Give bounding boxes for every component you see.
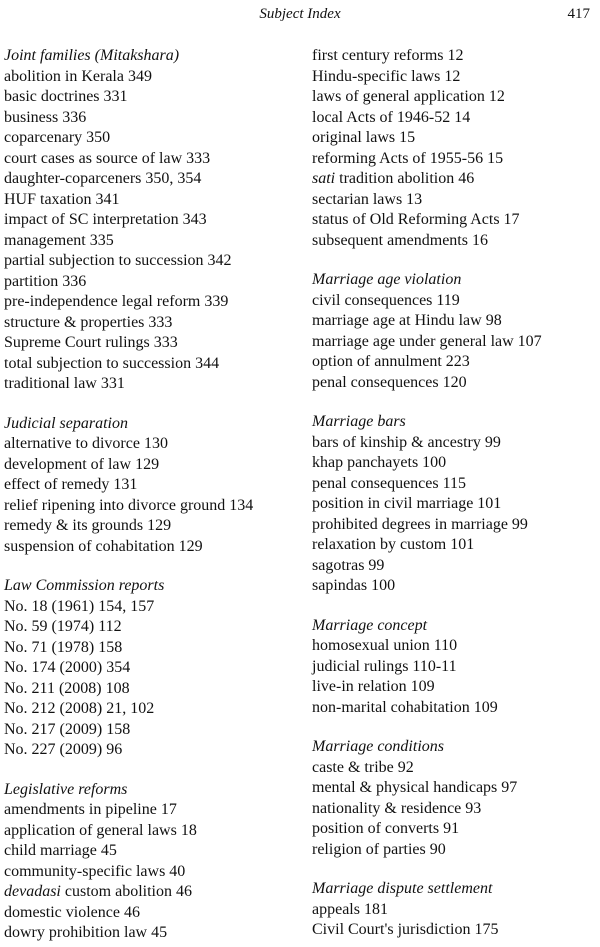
index-entry: non-marital cohabitation 109 <box>312 698 498 716</box>
index-heading: Marriage age violation <box>312 271 462 288</box>
index-entry: pre-independence legal reform 339 <box>4 293 229 310</box>
index-entry: No. 212 (2008) 21, 102 <box>4 700 155 717</box>
index-entry: management 335 <box>4 231 114 249</box>
index-entry: partial subjection to succession 342 <box>4 252 232 269</box>
index-entry: suspension of cohabitation 129 <box>4 537 203 555</box>
right-column <box>312 46 598 941</box>
index-entry: nationality & residence 93 <box>312 799 482 817</box>
index-entry <box>312 169 598 190</box>
index-heading: Joint families (Mitakshara) <box>4 47 180 64</box>
index-entry: penal consequences 120 <box>312 373 467 391</box>
index-heading: Judicial separation <box>4 414 128 432</box>
index-section-marriage-conditions <box>312 737 598 860</box>
index-entry: reforming Acts of 1955-56 15 <box>312 149 504 167</box>
index-entry: No. 71 (1978) 158 <box>4 638 123 656</box>
index-entry: Civil Court's jurisdiction 175 <box>312 921 499 938</box>
index-entry: prohibited degrees in marriage 99 <box>312 515 528 533</box>
index-entry: community-specific laws 40 <box>4 862 186 880</box>
index-heading: Marriage conditions <box>312 738 444 755</box>
index-entry: basic doctrines 331 <box>4 88 128 105</box>
index-entry: option of annulment 223 <box>312 353 470 370</box>
index-entry: HUF taxation 341 <box>4 190 120 208</box>
index-entry: local Acts of 1946-52 14 <box>312 108 471 126</box>
index-section-judicial-separation <box>4 414 300 558</box>
index-section-legislative-reforms <box>4 780 300 944</box>
index-entry: bars of kinship & ancestry 99 <box>312 433 501 451</box>
index-entry: sagotras 99 <box>312 556 385 574</box>
index-entry: structure & properties 333 <box>4 313 173 331</box>
index-entry-italic-term: sati <box>312 170 336 187</box>
index-entry: sectarian laws 13 <box>312 190 423 208</box>
index-entry: business 336 <box>4 108 87 126</box>
left-column <box>4 46 300 944</box>
index-entry: appeals 181 <box>312 900 388 918</box>
index-section-marriage-age-violation <box>312 270 598 393</box>
index-entry: No. 217 (2009) 158 <box>4 720 131 738</box>
index-entry: child marriage 45 <box>4 842 117 859</box>
index-entry: khap panchayets 100 <box>312 454 447 471</box>
index-entry: total subjection to succession 344 <box>4 354 220 372</box>
running-head <box>0 5 600 25</box>
index-heading: Marriage bars <box>312 413 406 430</box>
index-entry <box>4 882 300 903</box>
index-entry: relaxation by custom 101 <box>312 536 475 553</box>
index-entry: No. 211 (2008) 108 <box>4 679 130 697</box>
index-entry: No. 18 (1961) 154, 157 <box>4 597 155 615</box>
index-heading: Marriage concept <box>312 616 428 634</box>
index-entry: original laws 15 <box>312 129 416 146</box>
index-entry: Hindu-specific laws 12 <box>312 67 461 85</box>
index-entry: No. 227 (2009) 96 <box>4 741 123 758</box>
index-entry: partition 336 <box>4 272 87 290</box>
index-entry-text: custom abolition 46 <box>60 883 192 900</box>
index-entry: traditional law 331 <box>4 375 125 392</box>
index-heading: Marriage dispute settlement <box>312 880 493 897</box>
running-title: Subject Index <box>259 6 341 22</box>
index-entry: judicial rulings 110-11 <box>312 657 457 675</box>
index-entry: marriage age under general law 107 <box>312 332 542 350</box>
index-entry: remedy & its grounds 129 <box>4 517 172 534</box>
index-entry: effect of remedy 131 <box>4 476 138 493</box>
index-entry: No. 59 (1974) 112 <box>4 618 122 635</box>
index-entry: subsequent amendments 16 <box>312 231 488 249</box>
index-section-law-commission-reports <box>4 576 300 761</box>
index-section-marriage-dispute-settlement <box>312 879 598 941</box>
index-entry: coparcenary 350 <box>4 129 111 146</box>
index-entry: mental & physical handicaps 97 <box>312 779 518 796</box>
index-entry: daughter-coparceners 350, 354 <box>4 170 202 187</box>
page-number: 417 <box>567 6 590 22</box>
index-entry: live-in relation 109 <box>312 678 435 695</box>
index-entry: development of law 129 <box>4 455 160 473</box>
index-section-joint-families-mitakshara <box>4 46 300 395</box>
index-entry: marriage age at Hindu law 98 <box>312 312 502 329</box>
index-section-marriage-bars <box>312 412 598 597</box>
index-entry: court cases as source of law 333 <box>4 149 211 167</box>
index-entry: application of general laws 18 <box>4 821 197 839</box>
index-entry-text: tradition abolition 46 <box>335 170 475 187</box>
index-entry: abolition in Kerala 349 <box>4 67 152 85</box>
index-entry: alternative to divorce 130 <box>4 435 168 452</box>
index-entry: status of Old Reforming Acts 17 <box>312 211 520 228</box>
index-entry-italic-term: devadasi <box>4 883 61 900</box>
index-entry: amendments in pipeline 17 <box>4 801 177 818</box>
index-section-marriage-concept <box>312 616 598 719</box>
index-entry: religion of parties 90 <box>312 840 446 858</box>
index-entry: laws of general application 12 <box>312 88 505 105</box>
index-entry: civil consequences 119 <box>312 291 460 309</box>
index-entry: sapindas 100 <box>312 577 396 594</box>
index-entry: position in civil marriage 101 <box>312 495 502 512</box>
index-entry: impact of SC interpretation 343 <box>4 211 207 228</box>
index-entry: Supreme Court rulings 333 <box>4 334 178 351</box>
index-entry: domestic violence 46 <box>4 903 140 921</box>
index-entry: homosexual union 110 <box>312 637 458 654</box>
index-entry: relief ripening into divorce ground 134 <box>4 496 254 514</box>
index-entry: position of converts 91 <box>312 820 460 837</box>
index-section-continued <box>312 46 598 251</box>
index-entry: No. 174 (2000) 354 <box>4 659 131 676</box>
index-entry: caste & tribe 92 <box>312 758 414 776</box>
index-heading: Law Commission reports <box>4 577 165 594</box>
index-entry: penal consequences 115 <box>312 474 467 492</box>
index-heading: Legislative reforms <box>4 780 128 798</box>
index-entry: dowry prohibition law 45 <box>4 924 168 941</box>
index-entry: first century reforms 12 <box>312 47 464 64</box>
